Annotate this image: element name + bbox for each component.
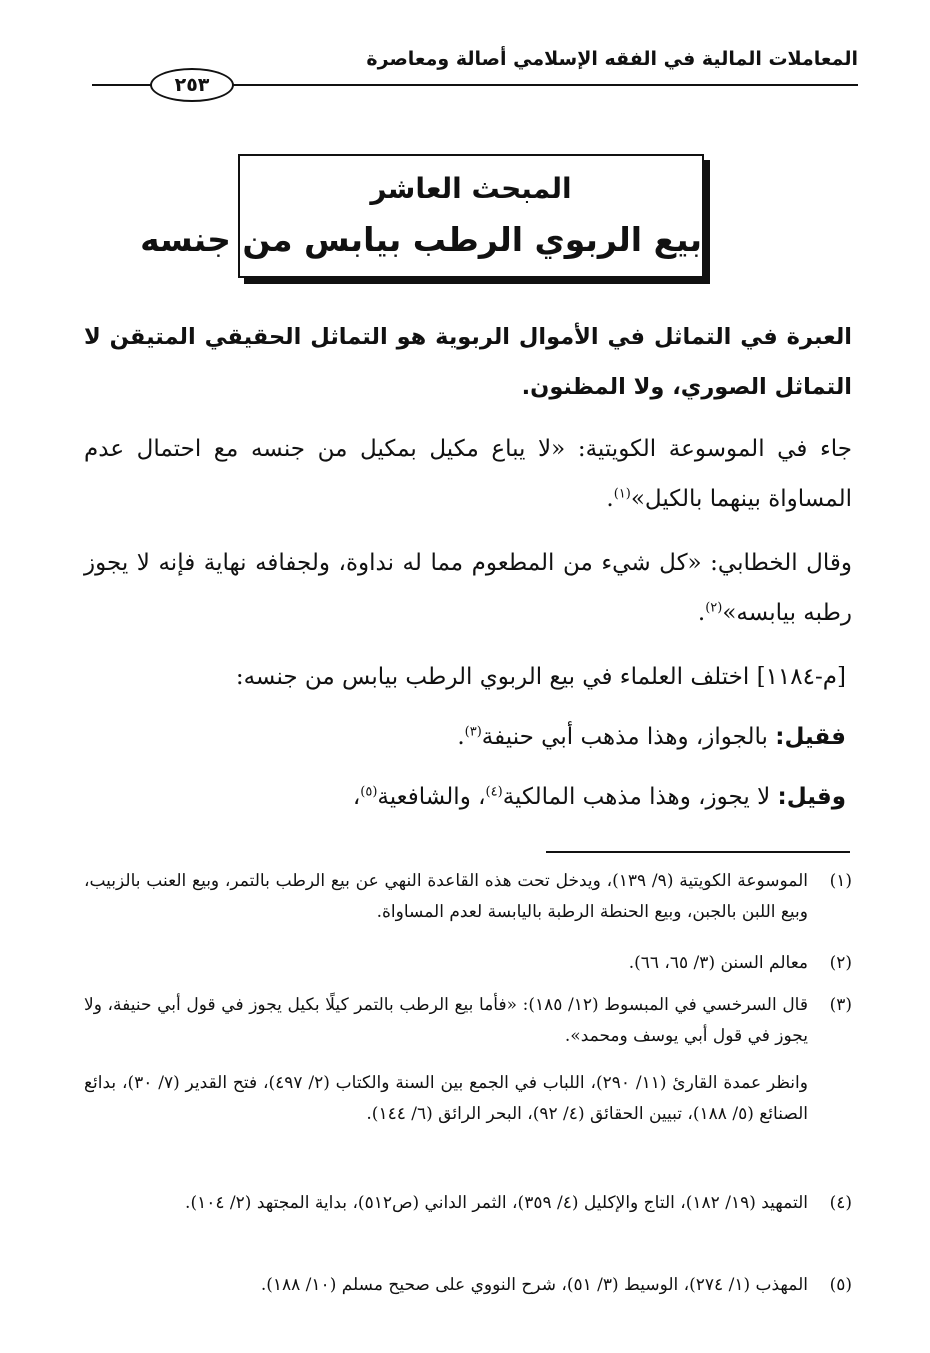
footnote-3-text: قال السرخسي في المبسوط (١٢/ ١٨٥): «فأما بيع الرطب بالتمر كيلًا بكيل يجوز في قول أبي حنيفة، ولا يجوز في قول أبي يوسف ومحمد». — [84, 995, 808, 1046]
footnote-5-text: المهذب (١/ ٢٧٤)، الوسيط (٣/ ٥١)، شرح النووي على صحيح مسلم (١٠/ ١٨٨). — [260, 1275, 808, 1295]
paragraph-3-period: . — [697, 600, 706, 626]
running-header-title: المعاملات المالية في الفقه الإسلامي أصالة ومعاصرة — [366, 48, 858, 70]
paragraph-5-period: . — [457, 724, 465, 750]
page-number: ٢٥٣ — [150, 68, 234, 102]
footnote-1-text: الموسوعة الكويتية (٩/ ١٣٩)، ويدخل تحت هذه القاعدة النهي عن بيع الرطب بالتمر، وبيع العنب بالزبيب، وبيع اللبن بالجبن، وبيع الحنطة الرطبة باليابسة لعدم المساواة. — [84, 871, 809, 922]
footnote-2 — [84, 948, 852, 979]
footnote-1 — [84, 866, 852, 928]
footnote-ref-3: (٣) — [464, 724, 482, 740]
footnote-3-continued-text: وانظر عمدة القارئ (١١/ ٢٩٠)، اللباب في الجمع بين السنة والكتاب (٢/ ٤٩٧)، فتح القدير (٧/ ٣٠)، بدائع الصنائع (٥/ ١٨٨)، تبيين الحقائق (٤/ ٩٢)، البحر الرائق (٦/ ١٤٤). — [84, 1073, 808, 1124]
footnote-5 — [84, 1270, 852, 1301]
paragraph-3-text: وقال الخطابي: «كل شيء من المطعوم مما له نداوة، ولجفافه نهاية فإنه لا يجوز رطبه بيابسه» — [84, 550, 852, 626]
paragraph-5 — [84, 712, 846, 762]
paragraph-1 — [84, 312, 852, 412]
footnote-ref-5: (٥) — [360, 784, 378, 800]
paragraph-2-period: . — [606, 486, 614, 512]
footnote-5-number: (٥) — [829, 1275, 852, 1295]
paragraph-2 — [84, 424, 852, 524]
paragraph-5-text: بالجواز، وهذا مذهب أبي حنيفة — [481, 724, 768, 750]
chapter-title-box — [140, 154, 704, 278]
paragraph-4-text: [م-١١٨٤] اختلف العلماء في بيع الربوي الرطب بيابس من جنسه: — [235, 664, 846, 690]
footnote-ref-4: (٤) — [485, 784, 503, 800]
footnote-ref-1: (١) — [613, 486, 631, 502]
footnote-4 — [84, 1188, 852, 1219]
footnote-4-text: التمهيد (١٩/ ١٨٢)، التاج والإكليل (٤/ ٣٥٩)، الثمر الداني (ص٥١٢)، بداية المجتهد (٢/ ١٠٤). — [185, 1193, 808, 1213]
paragraph-6-text-c: ، — [352, 784, 361, 810]
chapter-subheading: بيع الربوي الرطب بيابس من جنسه — [140, 220, 702, 259]
paragraph-6-lead: وقيل: — [777, 784, 846, 810]
paragraph-5-lead: فقيل: — [775, 724, 846, 750]
footnote-2-number: (٢) — [829, 953, 852, 973]
paragraph-3 — [84, 538, 852, 638]
footnote-2-text: معالم السنن (٣/ ٦٥، ٦٦). — [628, 953, 808, 973]
footnote-4-number: (٤) — [829, 1193, 852, 1213]
paragraph-6-text-a: لا يجوز، وهذا مذهب المالكية — [502, 784, 771, 810]
footnote-separator — [546, 851, 850, 853]
paragraph-6-text-b: ، والشافعية — [377, 784, 486, 810]
footnote-3 — [84, 990, 852, 1052]
footnote-3-number: (٣) — [829, 995, 852, 1015]
paragraph-2-text: جاء في الموسوعة الكويتية: «لا يباع مكيل بمكيل من جنسه مع احتمال عدم المساواة بينهما بالكيل» — [84, 436, 852, 512]
footnote-1-number: (١) — [829, 871, 852, 891]
chapter-heading: المبحث العاشر — [370, 172, 572, 205]
paragraph-1-text: العبرة في التماثل في الأموال الربوية هو التماثل الحقيقي المتيقن لا التماثل الصوري، ولا المظنون. — [84, 324, 852, 400]
footnote-ref-2: (٢) — [705, 600, 723, 616]
paragraph-6 — [84, 772, 846, 822]
footnote-3-continued — [84, 1068, 852, 1130]
paragraph-4 — [84, 652, 846, 702]
